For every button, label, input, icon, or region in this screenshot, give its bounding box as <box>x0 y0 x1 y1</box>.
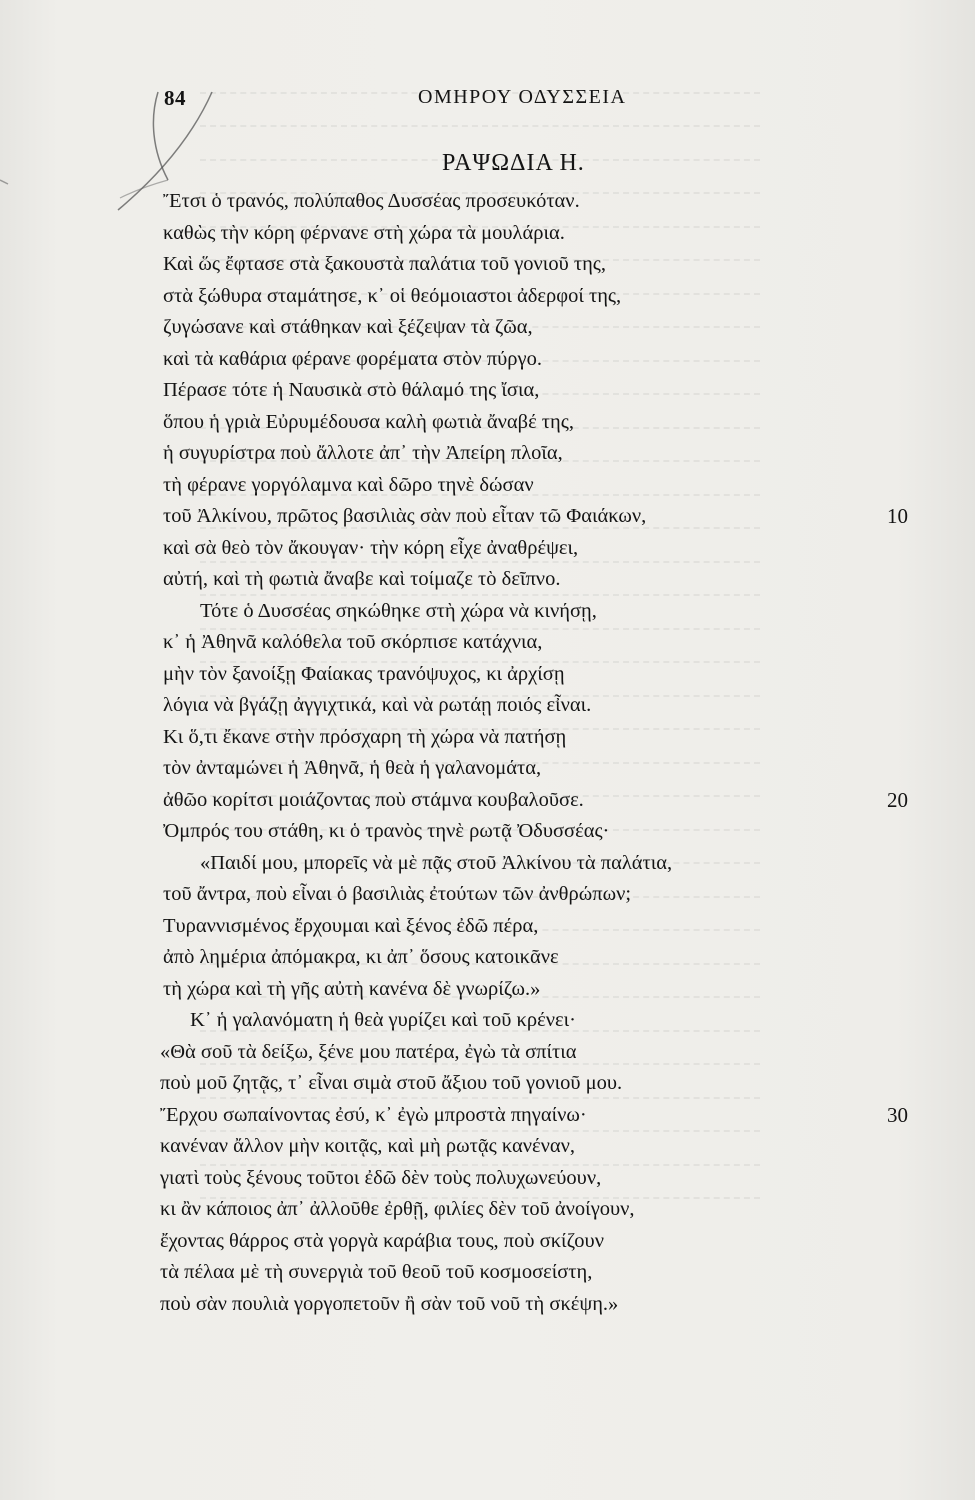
line-number: 10 <box>887 504 908 528</box>
verse-text: ὅπου ἡ γριὰ Εὐρυμέδουσα καλὴ φωτιὰ ἄναβέ της, <box>163 410 575 433</box>
verse-line <box>0 848 975 880</box>
verse-text: Ὀμπρός του στάθη, κι ὁ τρανὸς τηνὲ ρωτᾷ Ὀδυσσέας· <box>163 820 610 842</box>
verse-line <box>0 974 975 1006</box>
verse-line <box>0 281 975 313</box>
verse-line <box>0 753 975 785</box>
verse-line <box>0 1131 975 1163</box>
verse-text: στὰ ξώθυρα σταμάτησε, κ᾽ οἱ θεόμοιαστοι ἀδερφοί της, <box>163 284 622 307</box>
verse-line <box>0 1100 975 1132</box>
verse-text: μὴν τὸν ξανοίξῃ Φαίακας τρανόψυχος, κι ἀρχίσῃ <box>163 662 565 685</box>
verse-line <box>0 533 975 565</box>
verse-text: Τυραννισμένος ἔρχουμαι καὶ ξένος ἐδῶ πέρα, <box>163 914 539 937</box>
verse-text: Τότε ὁ Δυσσέας σηκώθηκε στὴ χώρα νὰ κινήσῃ, <box>200 599 597 622</box>
page-header <box>0 86 975 116</box>
verse-text: ἀθῶο κορίτσι μοιάζοντας ποὺ στάμνα κουβαλοῦσε. <box>163 788 584 811</box>
verse-text: κανέναν ἄλλον μὴν κοιτᾷς, καὶ μὴ ρωτᾷς κανέναν, <box>160 1135 576 1157</box>
verse-line <box>0 344 975 376</box>
verse-line <box>0 186 975 218</box>
verse-text: ἔχοντας θάρρος στὰ γοργὰ καράβια τους, ποὺ σκίζουν <box>160 1229 604 1252</box>
verse-line <box>0 564 975 596</box>
verse-text: ποὺ σὰν πουλιὰ γοργοπετοῦν ἢ σὰν τοῦ νοῦ τὴ σκέψη.» <box>160 1292 619 1315</box>
verse-line <box>0 1037 975 1069</box>
page-number: 84 <box>164 86 186 110</box>
verse-line <box>0 659 975 691</box>
verse-line <box>0 722 975 754</box>
verse-text: τὴ φέρανε γοργόλαμνα καὶ δῶρο τηνὲ δώσαν <box>163 473 534 496</box>
verse-line <box>0 690 975 722</box>
verse-text: γιατὶ τοὺς ξένους τοῦτοι ἐδῶ δὲν τοὺς πολυχωνεύουν, <box>160 1166 602 1189</box>
verse-text: ἀπὸ λημέρια ἀπόμακρα, κι ἀπ᾽ ὅσους κατοικᾶνε <box>163 946 559 968</box>
verse-text: τοῦ Ἀλκίνου, πρῶτος βασιλιὰς σὰν ποὺ εἶταν τῶ Φαιάκων, <box>163 505 647 527</box>
verse-text: λόγια νὰ βγάζῃ ἀγγιχτικά, καὶ νὰ ρωτάῃ ποιός εἶναι. <box>163 694 592 716</box>
verse-line <box>0 911 975 943</box>
poem-text <box>0 186 975 1320</box>
verse-text: «Θὰ σοῦ τὰ δείξω, ξένε μου πατέρα, ἐγὼ τὰ σπίτια <box>160 1040 577 1063</box>
verse-text: Καὶ ὥς ἔφτασε στὰ ξακουστὰ παλάτια τοῦ γονιοῦ της, <box>163 253 607 275</box>
verse-text: κι ἂν κάποιος ἀπ᾽ ἀλλοῦθε ἐρθῇ, φιλίες δὲν τοῦ ἀνοίγουν, <box>160 1198 635 1220</box>
verse-text: τοῦ ἄντρα, ποὺ εἶναι ὁ βασιλιὰς ἐτούτων τῶν ἀνθρώπων; <box>163 883 632 905</box>
verse-text: καὶ σὰ θεὸ τὸν ἄκουγαν· τὴν κόρη εἶχε ἀναθρέψει, <box>163 536 579 559</box>
verse-line <box>0 1289 975 1321</box>
verse-line <box>0 312 975 344</box>
verse-line <box>0 1194 975 1226</box>
chapter-title: ΡΑΨΩΔΙΑ Η. <box>442 150 585 176</box>
line-number: 30 <box>887 1102 908 1127</box>
verse-line <box>0 470 975 502</box>
verse-text: Κι ὅ,τι ἔκανε στὴν πρόσχαρη τὴ χώρα νὰ πατήσῃ <box>163 725 567 748</box>
verse-line <box>0 785 975 817</box>
verse-line <box>0 1226 975 1258</box>
verse-line <box>0 501 975 533</box>
verse-line <box>0 596 975 628</box>
verse-line <box>0 879 975 911</box>
line-number: 20 <box>887 787 908 812</box>
verse-line <box>0 438 975 470</box>
verse-line <box>0 1068 975 1100</box>
verse-line <box>0 942 975 974</box>
verse-text: ποὺ μοῦ ζητᾷς, τ᾽ εἶναι σιμὰ στοῦ ἄξιου τοῦ γονιοῦ μου. <box>160 1072 623 1094</box>
verse-text: Πέρασε τότε ἡ Ναυσικὰ στὸ θάλαμό της ἴσια, <box>163 379 540 401</box>
verse-line <box>0 1005 975 1037</box>
verse-text: καὶ τὰ καθάρια φέρανε φορέματα στὸν πύργο. <box>163 347 542 370</box>
verse-text: Κ᾽ ἡ γαλανόματη ἡ θεὰ γυρίζει καὶ τοῦ κρένει· <box>190 1009 576 1031</box>
verse-text: Ἔτσι ὁ τρανός, πολύπαθος Δυσσέας προσευκόταν. <box>163 190 580 212</box>
verse-text: τὸν ἀνταμώνει ἡ Ἀθηνᾶ, ἡ θεὰ ἡ γαλανομάτα, <box>163 757 542 779</box>
verse-text: «Παιδί μου, μπορεῖς νὰ μὲ πᾷς στοῦ Ἀλκίνου τὰ παλάτια, <box>200 851 673 874</box>
verse-text: ζυγώσανε καὶ στάθηκαν καὶ ξέζεψαν τὰ ζῶα, <box>163 316 533 338</box>
verse-line <box>0 1257 975 1289</box>
verse-line <box>0 375 975 407</box>
verse-line <box>0 1163 975 1195</box>
verse-text: αὐτή, καὶ τὴ φωτιὰ ἄναβε καὶ τοίμαζε τὸ δεῖπνο. <box>163 568 561 590</box>
verse-text: καθὼς τὴν κόρη φέρνανε στὴ χώρα τὰ μουλάρια. <box>163 221 565 244</box>
verse-line <box>0 407 975 439</box>
running-title: ΟΜΗΡΟΥ ΟΔΥΣΣΕΙΑ <box>418 86 627 108</box>
verse-line <box>0 816 975 848</box>
verse-text: ἡ συγυρίστρα ποὺ ἄλλοτε ἀπ᾽ τὴν Ἀπείρη πλοῖα, <box>163 442 563 464</box>
verse-line <box>0 627 975 659</box>
verse-text: κ᾽ ἡ Ἀθηνᾶ καλόθελα τοῦ σκόρπισε κατάχνια, <box>163 631 543 653</box>
verse-line <box>0 218 975 250</box>
verse-text: Ἔρχου σωπαίνοντας ἐσύ, κ᾽ ἐγὼ μπροστὰ πηγαίνω· <box>160 1103 587 1126</box>
verse-text: τὰ πέλαα μὲ τὴ συνεργιὰ τοῦ θεοῦ τοῦ κοσμοσείστη, <box>160 1261 593 1283</box>
verse-text: τὴ χώρα καὶ τὴ γῆς αὐτὴ κανένα δὲ γνωρίζω.» <box>163 977 541 1000</box>
verse-line <box>0 249 975 281</box>
